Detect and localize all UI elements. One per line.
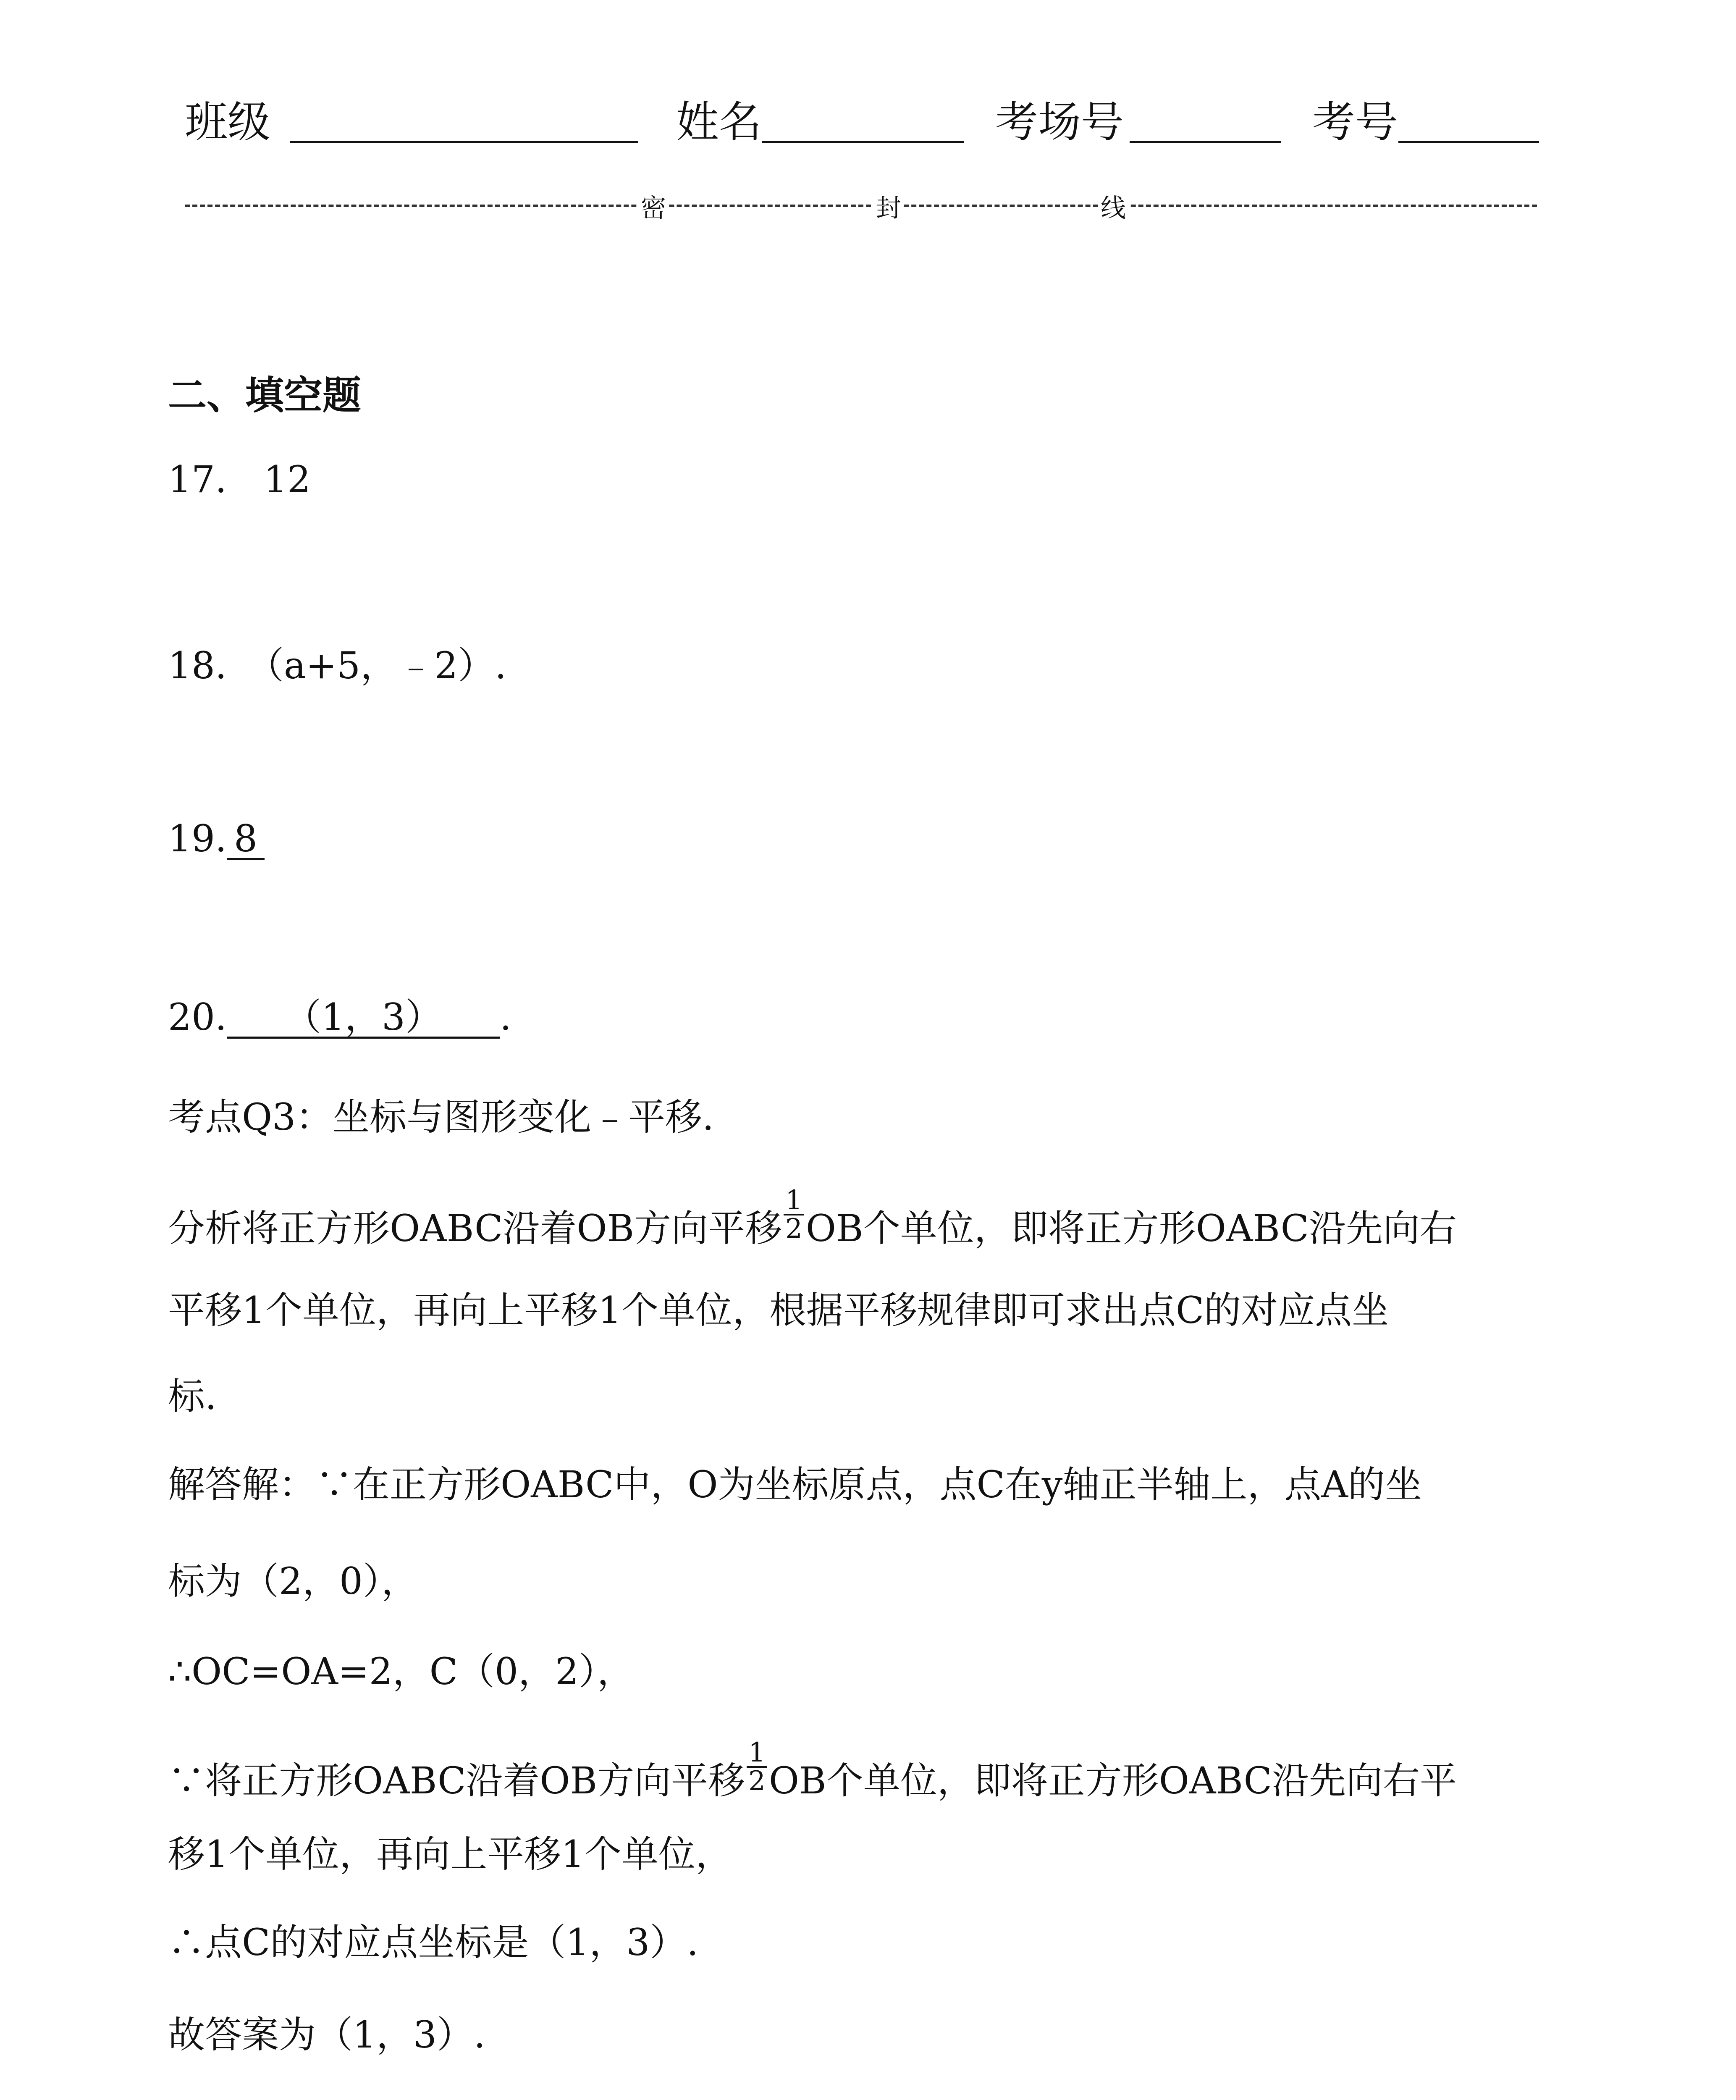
section-title: 二、填空题 bbox=[168, 373, 362, 418]
exam-number-blank bbox=[1398, 141, 1539, 143]
answer-tail: . bbox=[499, 995, 511, 1039]
analysis-text: OB个单位，即将正方形OABC沿先向右 bbox=[805, 1207, 1457, 1250]
solution-line-6: ∴点C的对应点坐标是（1，3）. bbox=[168, 1921, 699, 1964]
fraction-half bbox=[747, 1739, 767, 1795]
answer-number: 20. bbox=[168, 995, 227, 1039]
answer-value: （a+5，﹣2）. bbox=[247, 644, 507, 687]
answer-value: 8 bbox=[227, 819, 265, 860]
class-blank bbox=[290, 141, 638, 143]
exam-room-label: 考场号 bbox=[995, 97, 1124, 147]
class-label: 班级 bbox=[185, 97, 270, 147]
answer-19 bbox=[168, 817, 265, 860]
seal-dashed-line bbox=[185, 205, 1537, 207]
fraction-numerator: 1 bbox=[784, 1187, 804, 1215]
solution-line-4 bbox=[168, 1737, 1457, 1811]
fraction-numerator: 1 bbox=[747, 1739, 767, 1768]
fraction-half bbox=[784, 1185, 804, 1245]
fraction-denominator: 2 bbox=[785, 1213, 802, 1245]
exam-number-label: 考号 bbox=[1312, 97, 1398, 147]
answer-value: （1，3） bbox=[227, 998, 500, 1039]
exam-room-blank bbox=[1130, 141, 1281, 143]
analysis-line-3: 标. bbox=[168, 1375, 217, 1418]
answer-number: 19. bbox=[168, 817, 227, 860]
answer-17 bbox=[168, 458, 311, 501]
answer-number: 17. bbox=[168, 458, 227, 501]
name-label: 姓名 bbox=[676, 97, 762, 147]
solution-text: ∵将正方形OABC沿着OB方向平移 bbox=[168, 1759, 745, 1802]
analysis-line-1 bbox=[168, 1185, 1457, 1259]
seal-char-xian: 线 bbox=[1098, 188, 1128, 224]
seal-char-mi: 密 bbox=[638, 188, 669, 224]
answer-value: 12 bbox=[263, 458, 311, 501]
solution-line-1: 解答解：∵在正方形OABC中，O为坐标原点，点C在y轴正半轴上，点A的坐 bbox=[168, 1463, 1422, 1506]
solution-text: OB个单位，即将正方形OABC沿先向右平 bbox=[768, 1759, 1457, 1802]
analysis-text: 分析将正方形OABC沿着OB方向平移 bbox=[168, 1207, 782, 1250]
solution-line-2: 标为（2，0）， bbox=[168, 1559, 418, 1603]
answer-number: 18. bbox=[168, 644, 227, 687]
seal-char-feng: 封 bbox=[873, 188, 904, 224]
conclusion-line: 故答案为（1，3）. bbox=[168, 2013, 485, 2056]
analysis-line-2: 平移1个单位，再向上平移1个单位，根据平移规律即可求出点C的对应点坐 bbox=[168, 1289, 1389, 1332]
name-blank bbox=[762, 141, 964, 143]
knowledge-point: 考点Q3：坐标与图形变化﹣平移. bbox=[168, 1095, 714, 1139]
answer-20 bbox=[168, 995, 511, 1039]
solution-line-5: 移1个单位，再向上平移1个单位， bbox=[168, 1832, 732, 1876]
fraction-denominator: 2 bbox=[748, 1766, 766, 1797]
solution-line-3: ∴OC=OA=2，C（0，2）， bbox=[168, 1650, 634, 1693]
answer-18 bbox=[168, 636, 506, 689]
